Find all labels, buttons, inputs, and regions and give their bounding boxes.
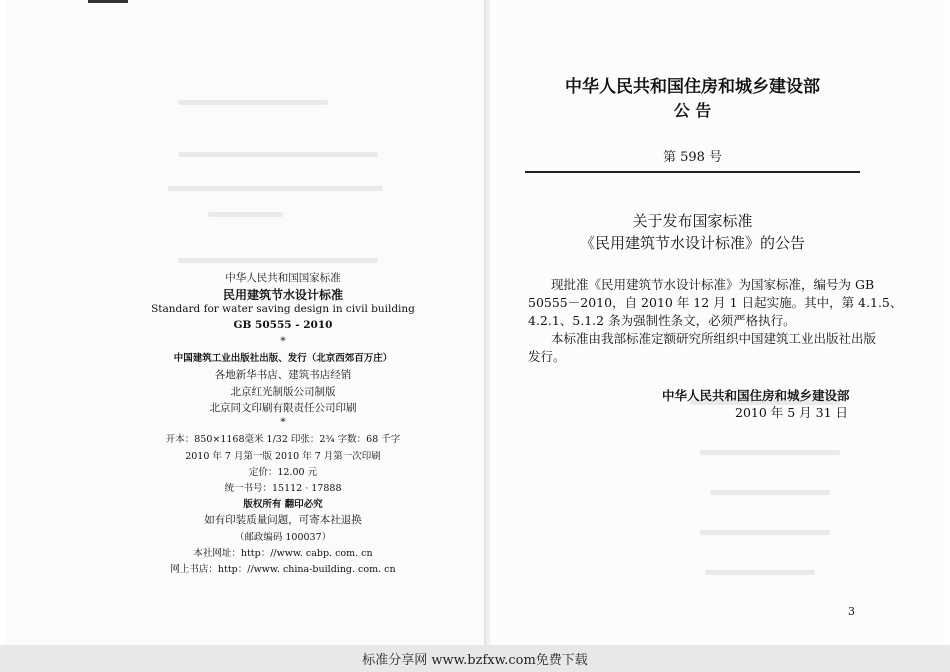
typesetter-line: 北京红光制版公司制版 [230, 386, 336, 398]
price-line: 定价：12.00 元 [248, 467, 318, 478]
format-specs: 开本：850×1168毫米 1/32 印张：2¾ 字数：68 千字 [165, 434, 401, 445]
bleed-through-line [178, 100, 328, 105]
bleed-through-line [168, 186, 383, 191]
announcement-title-line1: 关于发布国家标准 [632, 212, 753, 230]
body-text-line: 现批准《民用建筑节水设计标准》为国家标准，编号为 GB [551, 277, 875, 292]
publisher-line: 中国建筑工业出版社出版、发行（北京西郊百万庄） [173, 353, 393, 364]
book-title: 民用建筑节水设计标准 [222, 288, 343, 302]
announcement-heading: 公 告 [673, 101, 712, 120]
website-line: 本社网址：http：//www. cabp. com. cn [193, 548, 373, 559]
printer-line: 北京同文印刷有限责任公司印刷 [209, 402, 357, 414]
bleed-through-line [700, 530, 830, 535]
body-text-line: 发行。 [528, 349, 566, 364]
standard-category: 中华人民共和国国家标准 [225, 272, 341, 284]
separator-star: * [280, 416, 286, 428]
bleed-through-line [710, 490, 830, 495]
copyright-line: 版权所有 翻印必究 [243, 499, 323, 510]
bleed-through-line [705, 570, 815, 575]
signature-date: 2010 年 5 月 31 日 [735, 405, 849, 420]
signature-line: 中华人民共和国住房和城乡建设部 [662, 388, 850, 403]
postcode-line: （邮政编码 100037） [234, 532, 332, 543]
body-text-line: 50555－2010，自 2010 年 12 月 1 日起实施。其中，第 4.1.5、 [528, 295, 903, 310]
separator-star: * [280, 335, 286, 347]
body-text-line: 4.2.1、5.1.2 条为强制性条文，必须严格执行。 [528, 313, 796, 328]
bleed-through-line [178, 258, 378, 263]
book-title-english: Standard for water saving design in civil building [151, 303, 415, 315]
body-text-line: 本标准由我部标准定额研究所组织中国建筑工业出版社出版 [551, 331, 877, 346]
header-rule [525, 171, 860, 173]
distributor-line: 各地新华书店、建筑书店经销 [214, 369, 352, 381]
footer-watermark-bar [0, 645, 950, 672]
announcement-title-line2: 《民用建筑节水设计标准》的公告 [579, 234, 805, 252]
standard-code: GB 50555 - 2010 [233, 319, 333, 331]
page-number: 3 [848, 605, 855, 618]
watermark-text[interactable]: 标准分享网 www.bzfxw.com免费下载 [362, 653, 588, 668]
bookstore-line: 网上书店：http：//www. china-building. com. cn [170, 564, 396, 575]
edition-line: 2010 年 7 月第一版 2010 年 7 月第一次印刷 [185, 451, 381, 462]
scan-mark [88, 0, 128, 3]
ministry-heading: 中华人民共和国住房和城乡建设部 [565, 77, 820, 97]
bleed-through-line [178, 152, 378, 157]
isbn-line: 统一书号：15112 · 17888 [224, 483, 342, 494]
bleed-through-line [700, 450, 840, 455]
bleed-through-line [208, 212, 283, 217]
return-note: 如有印装质量问题，可寄本社退换 [204, 514, 362, 526]
announcement-number: 第 598 号 [662, 150, 723, 165]
